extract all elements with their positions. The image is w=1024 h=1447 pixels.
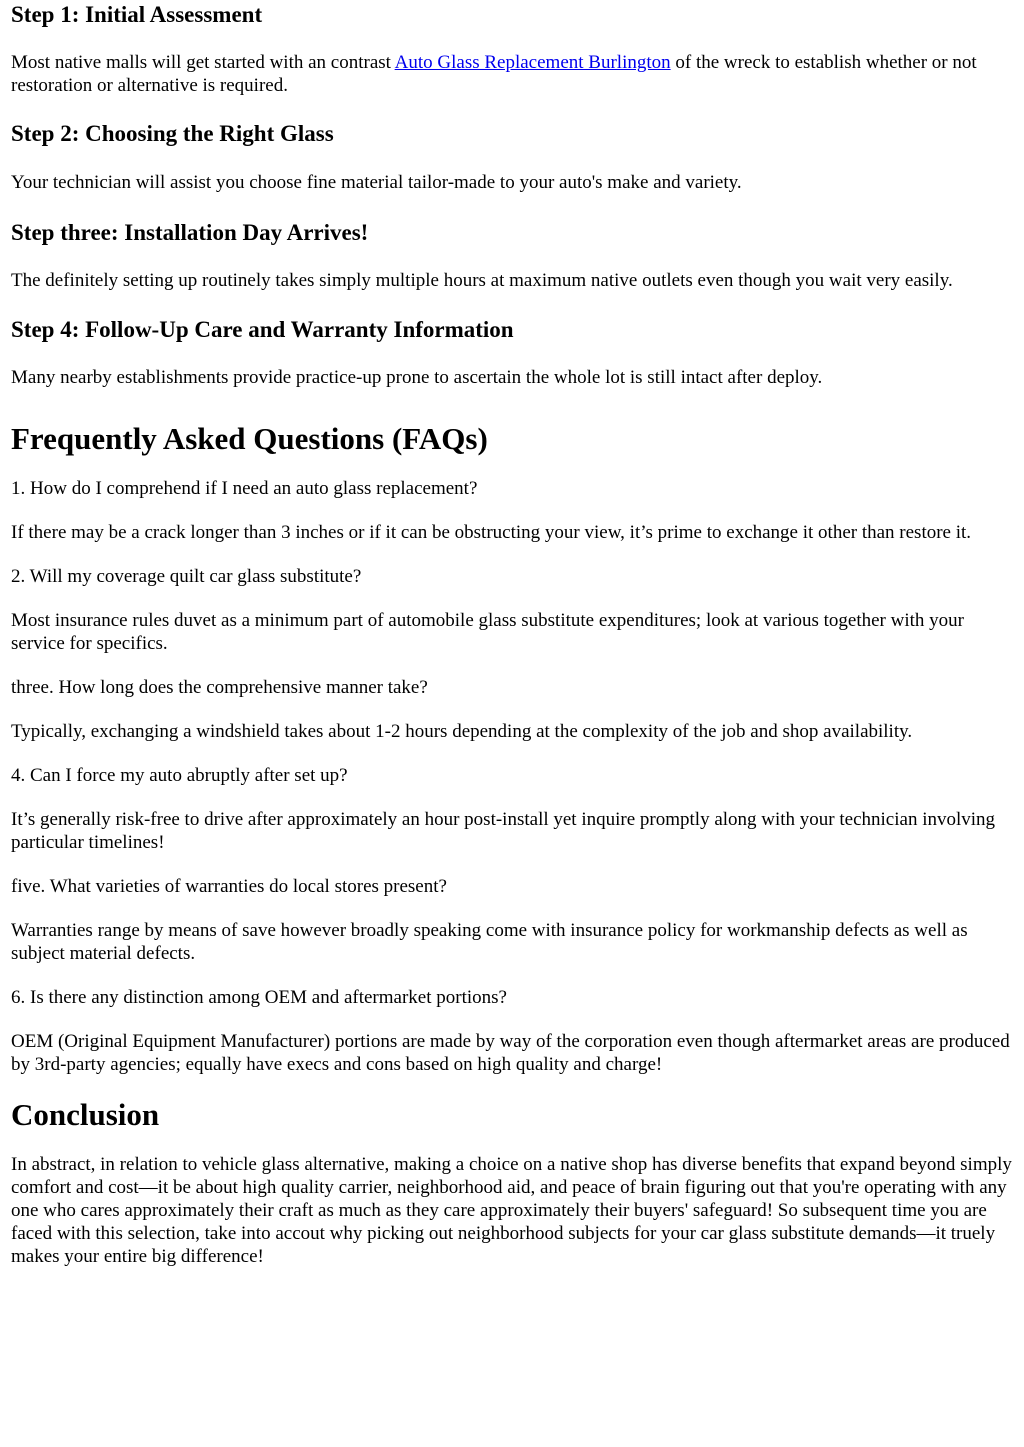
faq-answer: Warranties range by means of save however broadly speaking come with insurance policy for workmanship defects as well as subject material defects.	[11, 920, 968, 964]
conclusion-heading: Conclusion	[11, 1097, 160, 1132]
step-2-paragraph: Your technician will assist you choose fine material tailor-made to your auto's make and variety.	[11, 172, 742, 193]
faq-question: three. How long does the comprehensive manner take?	[11, 677, 428, 698]
step-1-text-after-link: of the wreck to establish whether or not restoration or alternative is required.	[11, 52, 977, 96]
faq-question: 1. How do I comprehend if I need an auto glass replacement?	[11, 478, 478, 499]
auto-glass-replacement-link[interactable]: Auto Glass Replacement Burlington	[394, 52, 671, 73]
step-3-paragraph: The definitely setting up routinely takes simply multiple hours at maximum native outlets even though you wait very easily.	[11, 270, 953, 291]
article-body	[0, 1, 1024, 1268]
step-1-text-before-link: Most native malls will get started with an contrast	[11, 52, 395, 73]
faq-heading: Frequently Asked Questions (FAQs)	[11, 421, 488, 456]
faq-question: 6. Is there any distinction among OEM and aftermarket portions?	[11, 987, 507, 1008]
step-1-paragraph	[11, 51, 1014, 97]
faq-answer: OEM (Original Equipment Manufacturer) portions are made by way of the corporation even though aftermarket areas are produced by 3rd-party agencies; equally have execs and cons based on high quality and charge!	[11, 1031, 1010, 1075]
faq-question: 4. Can I force my auto abruptly after set up?	[11, 765, 348, 786]
faq-answer: Typically, exchanging a windshield takes about 1-2 hours depending at the complexity of the job and shop availability.	[11, 721, 913, 742]
faq-question: 2. Will my coverage quilt car glass substitute?	[11, 566, 362, 587]
conclusion-paragraph: In abstract, in relation to vehicle glass alternative, making a choice on a native shop has diverse benefits that expand beyond simply comfort and cost—it be about high quality carrier, neighborhood aid, and peace of brain figuring out that you're operating with any one who cares approximately their craft as much as they care approximately their buyers' safeguard! So subsequent time you are faced with this selection, take into accout why picking out neighborhood subjects for your car glass substitute demands—it truely makes your entire big difference!	[11, 1154, 1012, 1267]
faq-answer: It’s generally risk-free to drive after approximately an hour post-install yet inquire promptly along with your technician involving particular timelines!	[11, 809, 996, 853]
faq-list	[11, 477, 1014, 1076]
step-4-heading: Step 4: Follow-Up Care and Warranty Information	[11, 317, 514, 342]
step-4-paragraph: Many nearby establishments provide practice-up prone to ascertain the whole lot is still intact after deploy.	[11, 367, 823, 388]
faq-question: five. What varieties of warranties do local stores present?	[11, 876, 447, 897]
step-3-heading: Step three: Installation Day Arrives!	[11, 220, 369, 245]
step-2-heading: Step 2: Choosing the Right Glass	[11, 121, 334, 146]
step-1-heading: Step 1: Initial Assessment	[11, 2, 263, 27]
faq-answer: If there may be a crack longer than 3 inches or if it can be obstructing your view, it’s prime to exchange it other than restore it.	[11, 522, 972, 543]
faq-answer: Most insurance rules duvet as a minimum part of automobile glass substitute expenditures; look at various together with your service for specifics.	[11, 610, 964, 654]
